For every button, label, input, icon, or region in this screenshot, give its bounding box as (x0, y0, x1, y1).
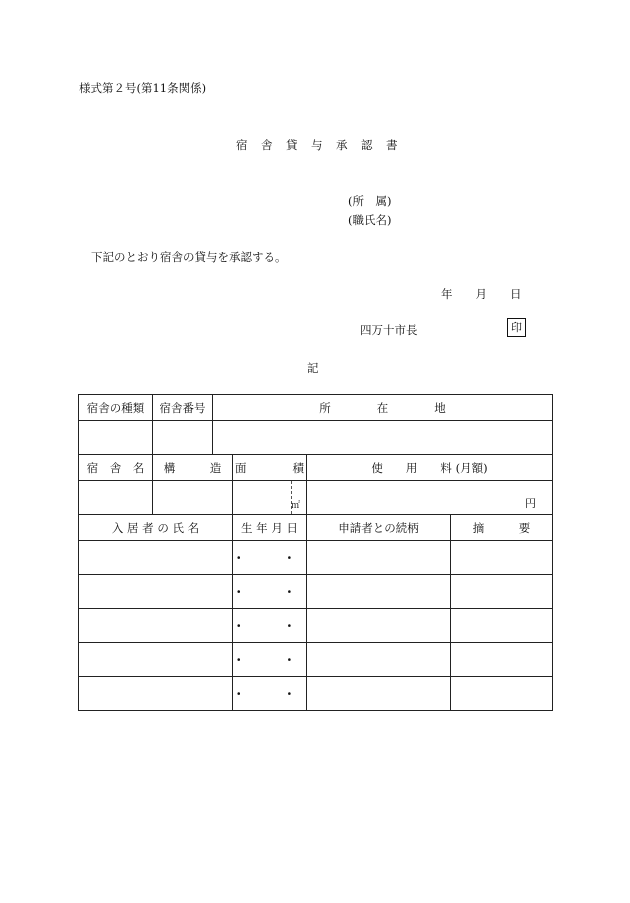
housing-name-field[interactable] (79, 481, 153, 515)
occupant-row (79, 575, 553, 609)
housing-number-field[interactable] (153, 421, 213, 455)
occupant-name-field[interactable] (79, 609, 233, 643)
input-row-2 (79, 481, 553, 515)
relation-field[interactable] (307, 677, 451, 711)
ki-label: 記 (307, 361, 319, 375)
housing-type-field[interactable] (79, 421, 153, 455)
birth-date-field[interactable]: ・ ・ (233, 643, 307, 677)
issuer-name: 四万十市長 (360, 323, 418, 337)
col-area: 面 積 (233, 455, 307, 481)
col-structure: 構 造 (153, 455, 233, 481)
remarks-field[interactable] (451, 575, 553, 609)
col-housing-number: 宿舎番号 (153, 395, 213, 421)
occupant-row (79, 643, 553, 677)
relation-field[interactable] (307, 609, 451, 643)
col-birth-date: 生 年 月 日 (233, 515, 307, 541)
col-fee: 使 用 料 (月額) (307, 455, 553, 481)
seal-mark: 印 (507, 318, 526, 337)
area-field[interactable] (233, 481, 307, 515)
birth-date-field[interactable]: ・ ・ (233, 677, 307, 711)
remarks-field[interactable] (451, 609, 553, 643)
header-row-2 (79, 455, 553, 481)
structure-field[interactable] (153, 481, 233, 515)
relation-field[interactable] (307, 575, 451, 609)
name-label: (職氏名) (348, 213, 392, 227)
document-title: 宿 舎 貸 与 承 認 書 (236, 138, 399, 152)
remarks-field[interactable] (451, 541, 553, 575)
birth-date-field[interactable]: ・ ・ (233, 541, 307, 575)
col-occupant-name: 入 居 者 の 氏 名 (79, 515, 233, 541)
occupant-name-field[interactable] (79, 643, 233, 677)
occupant-header-row (79, 515, 553, 541)
form-number: 様式第２号(第11条関係) (79, 81, 207, 95)
occupant-row (79, 541, 553, 575)
col-relation: 申請者との続柄 (307, 515, 451, 541)
relation-field[interactable] (307, 541, 451, 575)
occupant-name-field[interactable] (79, 677, 233, 711)
occupant-name-field[interactable] (79, 575, 233, 609)
occupant-row (79, 609, 553, 643)
header-row-1 (79, 395, 553, 421)
col-housing-name: 宿 舎 名 (79, 455, 153, 481)
remarks-field[interactable] (451, 643, 553, 677)
occupant-row (79, 677, 553, 711)
remarks-field[interactable] (451, 677, 553, 711)
input-row-1 (79, 421, 553, 455)
location-field[interactable] (213, 421, 553, 455)
affiliation-label: (所 属) (348, 194, 392, 208)
approval-statement: 下記のとおり宿舎の貸与を承認する。 (91, 250, 287, 264)
date-label: 年 月 日 (441, 287, 522, 301)
col-location: 所 在 地 (213, 395, 553, 421)
fee-field[interactable] (307, 481, 553, 515)
col-housing-type: 宿舎の種類 (79, 395, 153, 421)
fee-unit: 円 (525, 497, 536, 510)
birth-date-field[interactable]: ・ ・ (233, 575, 307, 609)
col-remarks: 摘 要 (451, 515, 553, 541)
relation-field[interactable] (307, 643, 451, 677)
area-unit: ㎡ (290, 501, 300, 511)
housing-form-table (78, 394, 553, 711)
occupant-name-field[interactable] (79, 541, 233, 575)
birth-date-field[interactable]: ・ ・ (233, 609, 307, 643)
